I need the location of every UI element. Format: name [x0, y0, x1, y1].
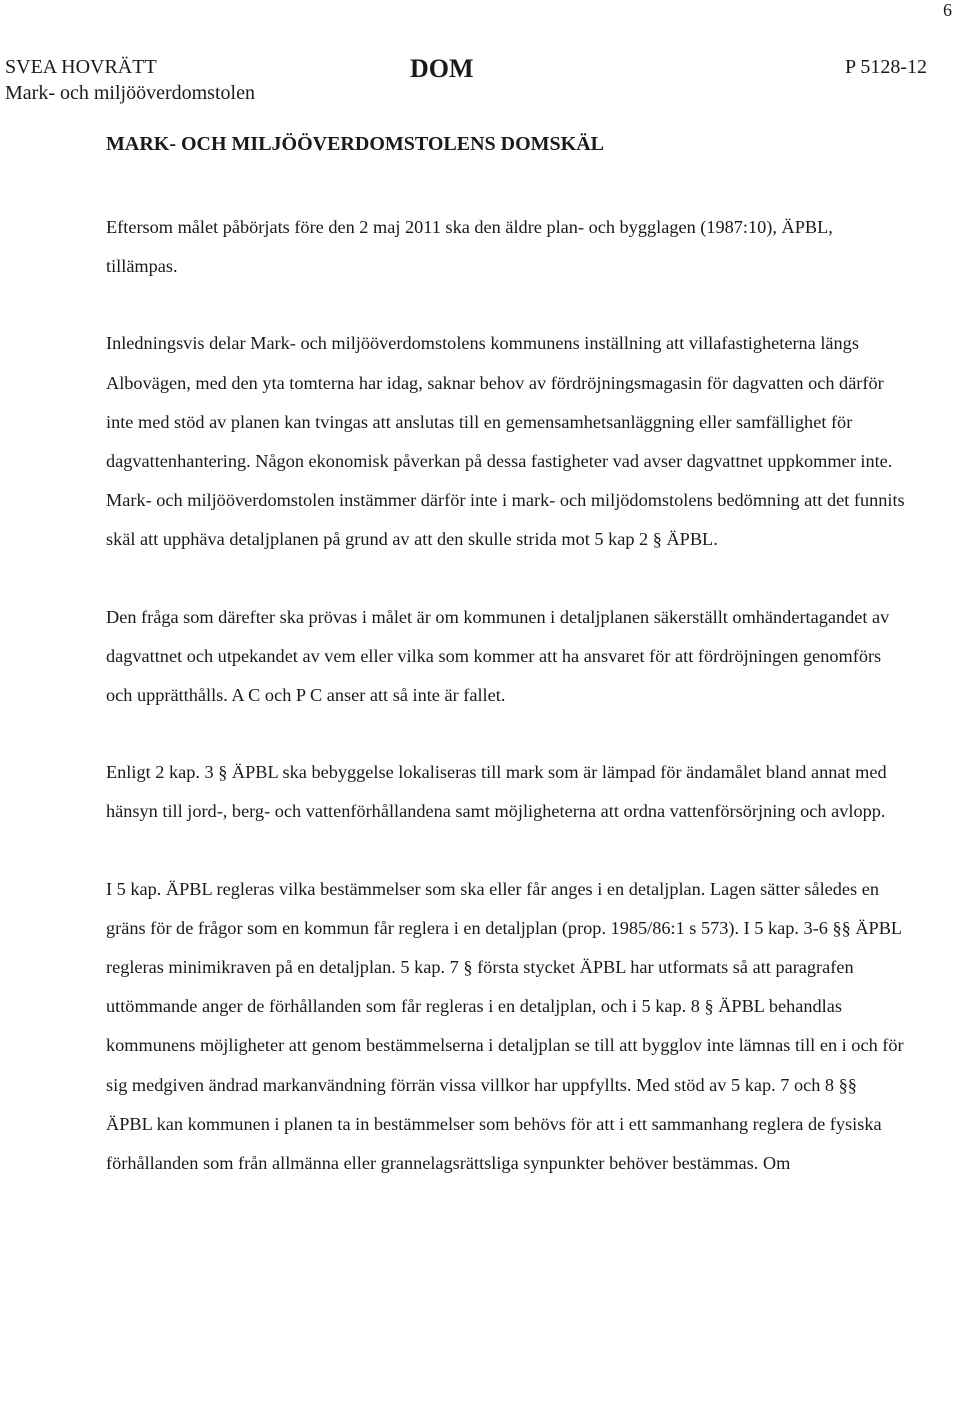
document-header: [5, 54, 927, 104]
section-title: MARK- OCH MILJÖÖVERDOMSTOLENS DOMSKÄL: [106, 133, 604, 155]
court-division: Mark- och miljööverdomstolen: [5, 82, 255, 104]
paragraph: Mark- och miljööverdomstolen instämmer därför inte i mark- och miljödomstolens bedömning att det funnits skäl att upphäva detaljplanen på grund av att den skulle strida mot 5 kap 2 § ÄPBL.: [106, 490, 905, 550]
page-number: 6: [943, 0, 952, 20]
court-name: SVEA HOVRÄTT: [5, 56, 157, 78]
paragraph: Enligt 2 kap. 3 § ÄPBL ska bebyggelse lokaliseras till mark som är lämpad för ändamålet bland annat med hänsyn till jord-, berg- och vattenförhållandena samt möjligheterna att ordna vattenförsörjning och avlopp.: [106, 762, 887, 822]
paragraph: Eftersom målet påbörjats före den 2 maj 2011 ska den äldre plan- och bygglagen (1987:10), ÄPBL, tillämpas.: [106, 217, 833, 277]
document-type: DOM: [410, 54, 474, 83]
paragraph: I 5 kap. ÄPBL regleras vilka bestämmelser som ska eller får anges i en detaljplan. Lagen sätter således en gräns för de frågor som en kommun får reglera i en detaljplan (prop. 1985/86:1 s 573). I 5 kap. 3-6 §§ ÄPBL regleras minimikraven på en detaljplan. 5 kap. 7 § första stycket ÄPBL har utformats så att paragrafen uttömmande anger de förhållanden som får regleras i en detaljplan, och i 5 kap. 8 § ÄPBL behandlas kommunens möjligheter att genom bestämmelserna i detaljplan se till att bygglov inte lämnas till en i och för sig medgiven ändrad markanvändning förrän vissa villkor har uppfyllts. Med stöd av 5 kap. 7 och 8 §§ ÄPBL kan kommunen i planen ta in bestämmelser som behövs för att i ett sammanhang reglera de fysiska förhållanden som från allmänna eller grannelagsrättsliga synpunkter behöver bestämmas. Om: [106, 878, 904, 1174]
case-number: P 5128-12: [844, 56, 927, 78]
paragraph: Den fråga som därefter ska prövas i målet är om kommunen i detaljplanen säkerställt omhändertagandet av dagvattnet och utpekandet av vem eller vilka som kommer att ha ansvaret för att fördröjningen genomförs och upprätthålls. A C och P C anser att så inte är fallet.: [106, 606, 890, 706]
court-block: [5, 54, 255, 106]
paragraph: Inledningsvis delar Mark- och miljööverdomstolens kommunens inställning att villafastigheterna längs Albovägen, med den yta tomterna har idag, saknar behov av fördröjningsmagasin för dagvatten och därför inte med stöd av planen kan tvingas att anslutas till en gemensamhetsanläggning eller samfällighet för dagvattenhantering. Någon ekonomisk påverkan på dessa fastigheter vad avser dagvattnet uppkommer inte.: [106, 333, 893, 472]
document-body: [106, 128, 906, 1183]
